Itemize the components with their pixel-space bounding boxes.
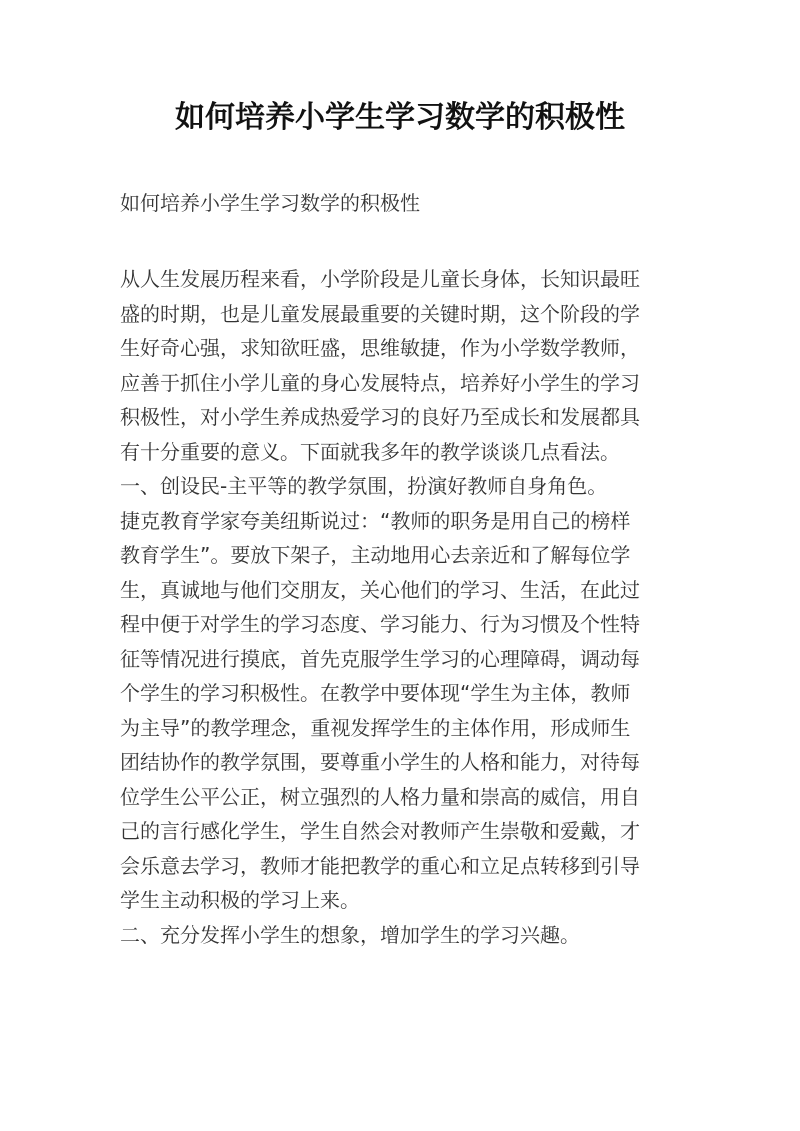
body-line: 捷克教育学家夸美纽斯说过：“教师的职务是用自己的榜样 xyxy=(120,508,631,533)
body-line: 团结协作的教学氛围，要尊重小学生的人格和能力，对待每 xyxy=(120,750,640,774)
body-line: 教育学生”。要放下架子，主动地用心去亲近和了解每位学 xyxy=(120,543,631,567)
body-line: 个学生的学习积极性。在教学中要体现“学生为主体，教师 xyxy=(120,681,631,705)
body-line: 会乐意去学习，教师才能把教学的重心和立足点转移到引导 xyxy=(120,853,640,878)
document-body xyxy=(120,262,685,952)
body-line: 程中便于对学生的学习态度、学习能力、行为习惯及个性特 xyxy=(120,612,640,636)
body-line: 学生主动积极的学习上来。 xyxy=(120,888,360,912)
body-line: 为主导”的教学理念，重视发挥学生的主体作用，形成师生 xyxy=(120,715,631,740)
section-heading-2: 二、充分发挥小学生的想象，增加学生的学习兴趣。 xyxy=(120,922,580,947)
section-heading-1: 一、创设民-主平等的教学氛围，扮演好教师自身角色。 xyxy=(120,474,608,498)
body-line: 生好奇心强，求知欲旺盛，思维敏捷，作为小学数学教师， xyxy=(120,336,640,360)
body-line: 位学生公平公正，树立强烈的人格力量和崇高的威信，用自 xyxy=(120,784,640,809)
body-line: 征等情况进行摸底，首先克服学生学习的心理障碍，调动每 xyxy=(120,646,640,671)
body-line: 盛的时期，也是儿童发展最重要的关键时期，这个阶段的学 xyxy=(120,301,640,326)
body-line: 应善于抓住小学儿童的身心发展特点，培养好小学生的学习 xyxy=(120,370,640,395)
body-line: 从人生发展历程来看，小学阶段是儿童长身体，长知识最旺 xyxy=(120,267,640,291)
body-line: 己的言行感化学生，学生自然会对教师产生崇敬和爱戴，才 xyxy=(120,819,640,843)
page-title: 如何培养小学生学习数学的积极性 xyxy=(175,100,625,135)
body-line: 生，真诚地与他们交朋友，关心他们的学习、生活，在此过 xyxy=(120,577,640,602)
document-subtitle: 如何培养小学生学习数学的积极性 xyxy=(120,191,420,215)
body-line: 有十分重要的意义。下面就我多年的教学谈谈几点看法。 xyxy=(120,439,620,464)
body-line: 积极性，对小学生养成热爱学习的良好乃至成长和发展都具 xyxy=(120,405,640,429)
